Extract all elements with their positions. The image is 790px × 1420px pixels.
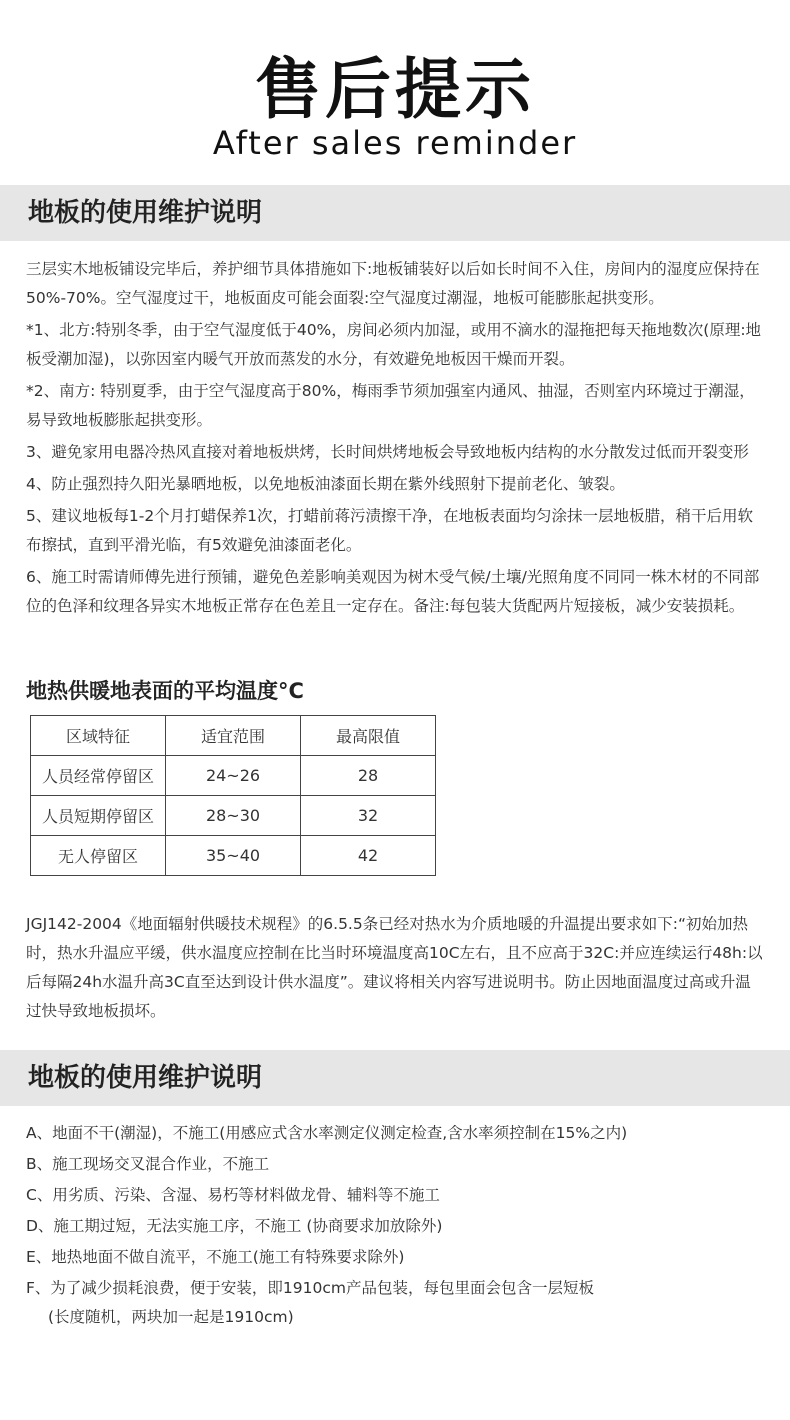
table-header-cell: 适宜范围 bbox=[166, 716, 301, 756]
table-row bbox=[31, 796, 436, 836]
table-cell: 人员经常停留区 bbox=[31, 756, 166, 796]
table-header-row bbox=[31, 716, 436, 756]
maintenance-item-6: 6、施工时需请师傅先进行预铺，避免色差影响美观因为树木受气候/土壤/光照角度不同同一株木材的不同部位的色泽和纹理各异实木地板正常存在色差且一定存在。备注:每包装大货配两片短接板，减少安装损耗。 bbox=[26, 568, 760, 615]
page-title: 售后提示 bbox=[255, 51, 535, 128]
table-header-cell: 最高限值 bbox=[301, 716, 436, 756]
list-item: F、为了减少损耗浪费，便于安装，即1910cm产品包装，每包里面会包含一层短板 bbox=[26, 1279, 594, 1297]
page-subtitle: After sales reminder bbox=[212, 124, 578, 162]
jgj-standard-note: JGJ142-2004《地面辐射供暖技术规程》的6.5.5条已经对热水为介质地暖的升温提出要求如下:“初始加热时，热水升温应平缓，供水温度应控制在比当时环境温度高10C左右，且不应高于32C:并应连续运行48h:以后每隔24h水温升高3C直至达到设计供水温度”。建议将相关内容写进说明书。防止因地面温度过高或升温过快导致地板损坏。 bbox=[26, 915, 763, 1020]
table-cell: 32 bbox=[301, 796, 436, 836]
table-cell: 42 bbox=[301, 836, 436, 876]
list-item: A、地面不干(潮湿)，不施工(用感应式含水率测定仪测定检查,含水率须控制在15%之内) bbox=[26, 1124, 628, 1142]
temperature-table bbox=[30, 715, 436, 876]
table-cell: 无人停留区 bbox=[31, 836, 166, 876]
list-item: E、地热地面不做自流平，不施工(施工有特殊要求除外) bbox=[26, 1248, 405, 1266]
list-item: C、用劣质、污染、含湿、易朽等材料做龙骨、辅料等不施工 bbox=[26, 1186, 440, 1204]
intro-paragraph: 三层实木地板铺设完毕后，养护细节具体措施如下:地板铺装好以后如长时间不入住，房间内的湿度应保持在50%-70%。空气湿度过干，地板面皮可能会面裂:空气湿度过潮湿，地板可能膨胀起拱变形。 bbox=[26, 260, 760, 307]
maintenance-item-3: 3、避免家用电器冷热风直接对着地板烘烤，长时间烘烤地板会导致地板内结构的水分散发过低而开裂变形 bbox=[26, 443, 749, 461]
page-header bbox=[0, 0, 790, 185]
list-item: D、施工期过短，无法实施工序，不施工 (协商要求加放除外) bbox=[26, 1217, 443, 1235]
construction-list bbox=[26, 1118, 766, 1330]
table-cell: 24~26 bbox=[166, 756, 301, 796]
table-row bbox=[31, 836, 436, 876]
maintenance-item-2: *2、南方: 特别夏季，由于空气湿度高于80%，梅雨季节须加强室内通风、抽湿，否则室内环境过于潮湿，易导致地板膨胀起拱变形。 bbox=[26, 382, 755, 429]
table-header-cell: 区域特征 bbox=[31, 716, 166, 756]
maintenance-item-4: 4、防止强烈持久阳光暴晒地板，以免地板油漆面长期在紫外线照射下提前老化、皱裂。 bbox=[26, 475, 625, 493]
temperature-table-title: 地热供暖地表面的平均温度°C bbox=[26, 679, 304, 703]
table-cell: 人员短期停留区 bbox=[31, 796, 166, 836]
list-item-sub-note: (长度随机，两块加一起是1910cm) bbox=[48, 1308, 294, 1326]
section-heading-construction: 地板的使用维护说明 bbox=[0, 1050, 790, 1106]
table-row bbox=[31, 756, 436, 796]
table-cell: 28~30 bbox=[166, 796, 301, 836]
section-heading-maintenance: 地板的使用维护说明 bbox=[0, 185, 790, 241]
maintenance-item-5: 5、建议地板每1-2个月打蜡保养1次，打蜡前蒋污渍擦干净，在地板表面均匀涂抹一层地板腊，稍干后用软布擦拭，直到平滑光临，有5效避免油漆面老化。 bbox=[26, 507, 754, 554]
maintenance-item-1: *1、北方:特别冬季，由于空气湿度低于40%，房间必须内加湿，或用不滴水的湿拖把每天拖地数次(原理:地板受潮加湿)，以弥因室内暖气开放而蒸发的水分，有效避免地板因干燥而开裂。 bbox=[26, 321, 762, 368]
list-item: B、施工现场交叉混合作业，不施工 bbox=[26, 1155, 270, 1173]
table-cell: 35~40 bbox=[166, 836, 301, 876]
table-cell: 28 bbox=[301, 756, 436, 796]
